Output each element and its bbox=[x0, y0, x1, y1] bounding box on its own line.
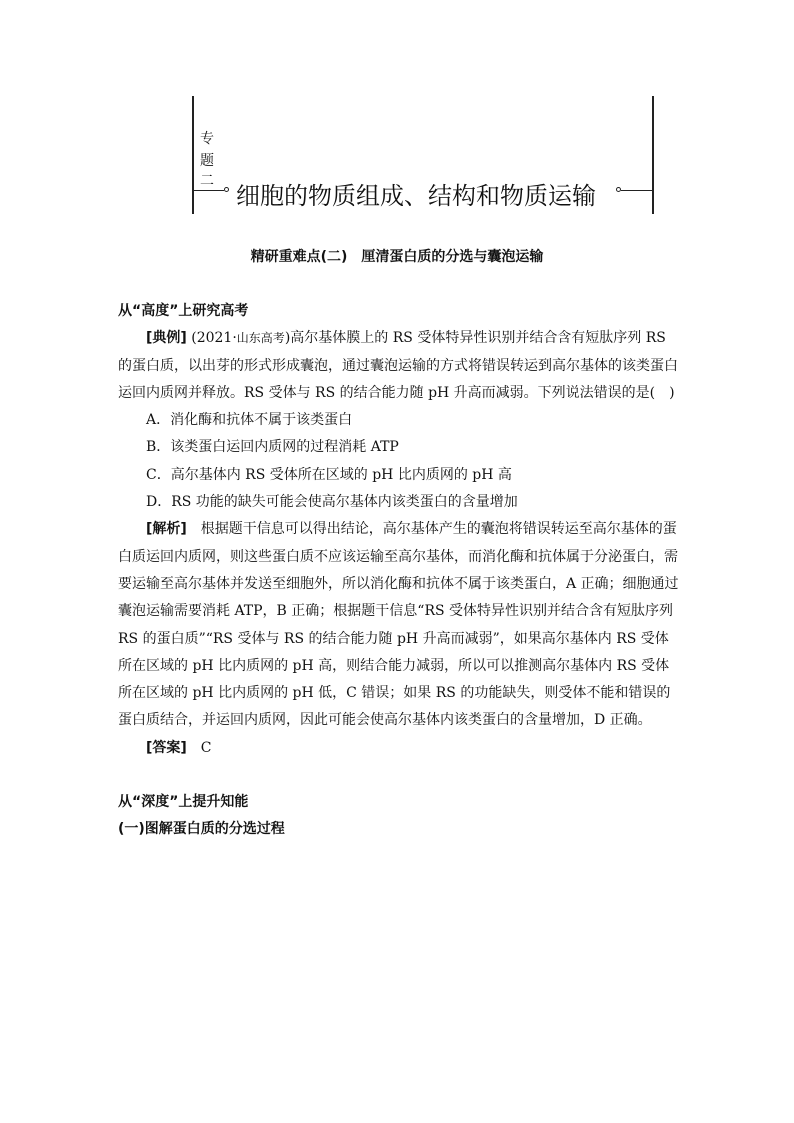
option-c: C．高尔基体内 RS 受体所在区域的 pH 比内质网的 pH 高 bbox=[146, 466, 512, 483]
title-rule-right bbox=[621, 190, 652, 191]
content-body bbox=[118, 298, 682, 844]
example-question bbox=[118, 325, 682, 407]
section-title: 精研重难点(二) 厘清蛋白质的分选与囊泡运输 bbox=[250, 249, 544, 265]
header-left-border bbox=[192, 96, 194, 214]
title-dot-left bbox=[224, 187, 229, 192]
part1-heading: 从“高度”上研究高考 bbox=[118, 303, 249, 319]
example-source-close: ) bbox=[284, 330, 291, 347]
example-source-year: (2021· bbox=[191, 330, 237, 347]
analysis-text: 根据题干信息可以得出结论，高尔基体产生的囊泡将错误转运至高尔基体的蛋白质运回内质网，则这些蛋白质不应该运输至高尔基体，而消化酶和抗体属于分泌蛋白，需要运输至高尔基体并发送至细胞外，所以消化酶和抗体不属于该类蛋白，A 正确；细胞通过囊泡运输需要消耗 ATP，B 正确；根据题干信息“RS 受体特异性识别并结合含有短肽序列 RS 的蛋白质”“RS 受体与 RS 的结合能力随 pH 升高而减弱”，如果高尔基体内 RS 受体所在区域的 pH 比内质网的 pH 高，则结合能力减弱，所以可以推测高尔基体内 RS 受体所在区域的 pH 比内质网的 pH 低，C 错误；如果 RS 的功能缺失，则受体不能和错误的蛋白质结合，并运回内质网，因此可能会使高尔基体内该类蛋白的含量增加，D 正确。 bbox=[118, 521, 679, 729]
answer-line bbox=[118, 735, 682, 762]
analysis-tag: [解析] bbox=[146, 521, 187, 538]
header-right-border bbox=[652, 96, 654, 214]
option-a: A．消化酶和抗体不属于该类蛋白 bbox=[146, 412, 353, 429]
topic-char-3: 二 bbox=[200, 173, 214, 189]
option-b: B．该类蛋白运回内质网的过程消耗 ATP bbox=[146, 439, 399, 456]
chapter-header bbox=[192, 96, 654, 214]
example-source-name: 山东高考 bbox=[236, 331, 285, 346]
analysis-paragraph bbox=[118, 516, 682, 734]
option-d: D．RS 功能的缺失可能会使高尔基体内该类蛋白的含量增加 bbox=[146, 494, 518, 511]
title-rule-left bbox=[194, 190, 224, 191]
example-tag: [典例] bbox=[146, 330, 187, 347]
spacer bbox=[118, 762, 682, 789]
topic-char-1: 专 bbox=[200, 131, 214, 147]
answer-tag: [答案] bbox=[146, 739, 187, 756]
part2-heading: 从“深度”上提升知能 bbox=[118, 794, 249, 811]
topic-char-2: 题 bbox=[200, 153, 214, 169]
example-question-text: 高尔基体膜上的 RS 受体特异性识别并结合含有短肽序列 RS 的蛋白质，以出芽的形式形成囊泡，通过囊泡运输的方式将错误转运到高尔基体的该类蛋白运回内质网并释放。RS 受体与 RS 的结合能力随 pH 升高而减弱。下列说法错误的是( ) bbox=[118, 330, 678, 401]
chapter-title: 细胞的物质组成、结构和物质运输 bbox=[236, 182, 596, 210]
sub-heading: (一)图解蛋白质的分选过程 bbox=[118, 821, 285, 838]
answer-value: C bbox=[200, 739, 212, 756]
